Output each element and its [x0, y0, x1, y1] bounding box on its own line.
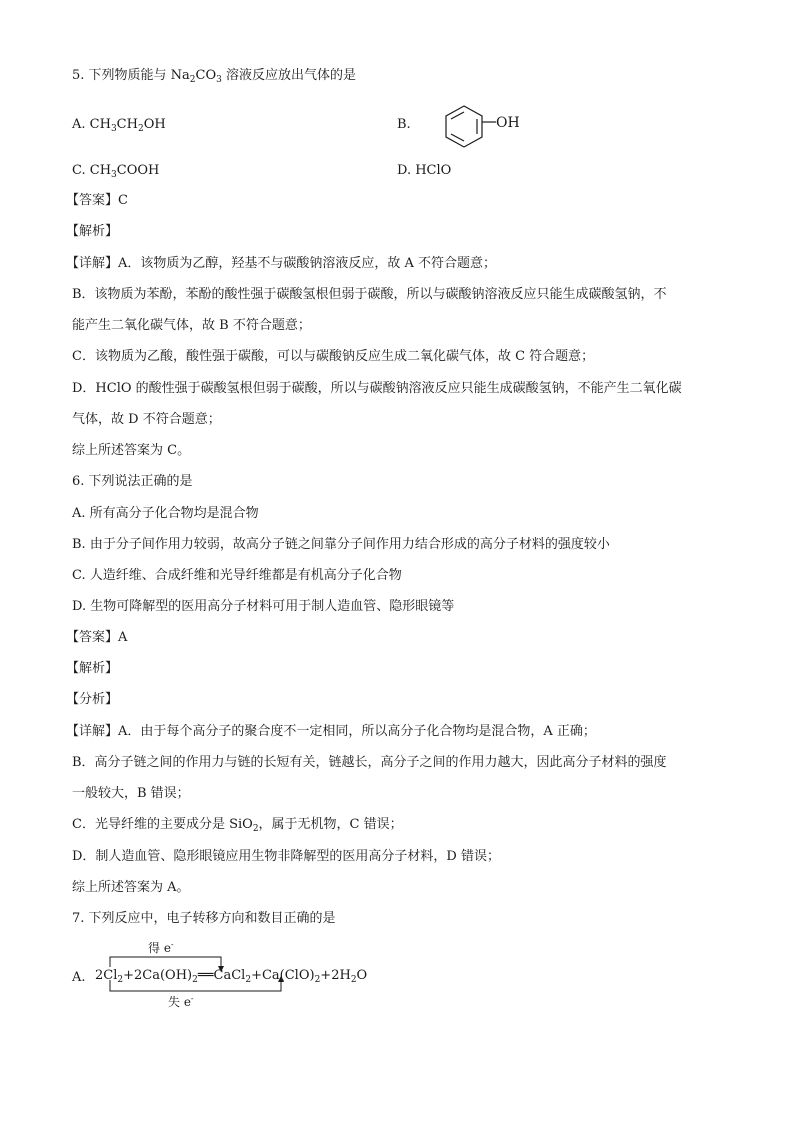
q5-option-c: C. $CH_3COOH$ [72, 163, 160, 180]
q5-analysis: 【解析】 [66, 224, 119, 239]
q6-summary: 综上所述答案为 A。 [72, 880, 190, 895]
q5-option-a: A. $CH_3CH_2OH$ [72, 117, 166, 134]
q6-fenxi: 【分析】 [66, 692, 119, 707]
q5-detail-d-line1: D．HClO 的酸性强于碳酸氢根但弱于碳酸，所以与碳酸钠溶液反应只能生成碳酸氢钠，不能产生二氧化碳 [72, 381, 682, 396]
q6-analysis: 【解析】 [66, 661, 119, 676]
q5-summary: 综上所述答案为 C。 [72, 443, 191, 458]
q6-detail-c: C．光导纤维的主要成分是 SiO$_2$，属于无机物，C 错误； [72, 817, 403, 834]
q5-detail-b-line1: B．该物质为苯酚，苯酚的酸性强于碳酸氢根但弱于碳酸，所以与碳酸钠溶液反应只能生成碳酸氢钠，不 [72, 287, 667, 302]
q6-detail-b-line1: B．高分子链之间的作用力与链的长短有关，链越长，高分子之间的作用力越大，因此高分子材料的强度 [72, 755, 667, 770]
q5-detail-d-line2: 气体，故 D 不符合题意； [72, 412, 221, 427]
q5-option-b-label: B. [397, 117, 411, 132]
q6-detail-d: D．制人造血管、隐形眼镜应用生物非降解型的医用高分子材料，D 错误； [72, 849, 500, 864]
q7-equation: $2Cl_2+2Ca(OH)_2══CaCl_2+Ca(ClO)_2+2H_2O$ [95, 968, 368, 985]
q6-stem: 6. 下列说法正确的是 [72, 474, 193, 489]
electron-gain-label: 得 e- [148, 940, 174, 955]
q5-detail-a: 【详解】A．该物质为乙醇，羟基不与碳酸钠溶液反应，故 A 不符合题意； [66, 256, 497, 271]
q7-stem: 7. 下列反应中，电子转移方向和数目正确的是 [72, 911, 336, 926]
q6-detail-b-line2: 一般较大，B 错误； [72, 786, 190, 801]
q5-stem: 5. 下列物质能与 $Na_2CO_3$ 溶液反应放出气体的是 [72, 68, 357, 85]
q6-detail-a: 【详解】A．由于每个高分子的聚合度不一定相同，所以高分子化合物均是混合物，A 正确； [66, 724, 596, 739]
q6-option-c: C. 人造纤维、合成纤维和光导纤维都是有机高分子化合物 [72, 568, 402, 583]
q5-answer: 【答案】C [66, 193, 128, 208]
q6-option-b: B. 由于分子间作用力较弱，故高分子链之间靠分子间作用力结合形成的高分子材料的强度较小 [72, 537, 610, 552]
q6-answer: 【答案】A [66, 630, 128, 645]
q6-option-d: D. 生物可降解型的医用高分子材料可用于制人造血管、隐形眼镜等 [72, 599, 455, 614]
q5-detail-b-line2: 能产生二氧化碳气体，故 B 不符合题意； [72, 318, 311, 333]
q6-option-a: A. 所有高分子化合物均是混合物 [72, 506, 259, 521]
q5-detail-c: C．该物质为乙酸，酸性强于碳酸，可以与碳酸钠反应生成二氧化碳气体，故 C 符合题意； [72, 349, 595, 364]
phenol-oh-label: OH [496, 115, 520, 131]
q5-option-d: D. HClO [397, 163, 452, 178]
electron-lose-label: 失 e- [168, 994, 194, 1009]
q7-option-a-label: A. [72, 970, 86, 985]
